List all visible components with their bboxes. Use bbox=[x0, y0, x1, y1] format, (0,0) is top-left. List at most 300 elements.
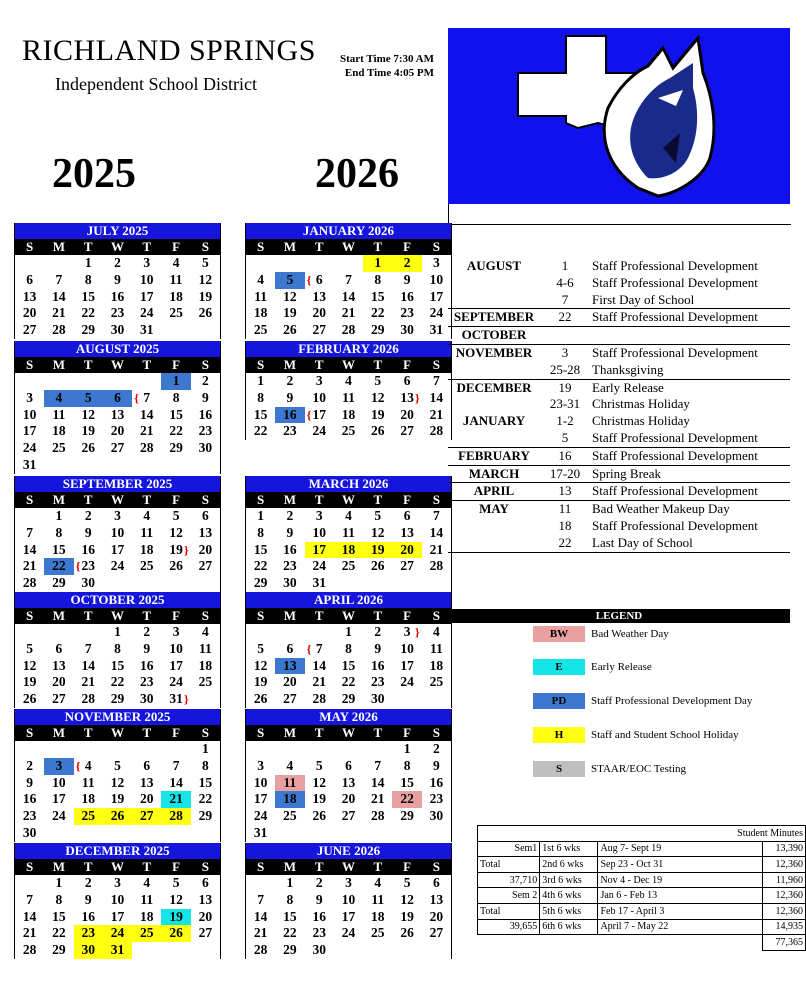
day-cell: 18 bbox=[198, 657, 213, 673]
day-cell: 2 bbox=[114, 255, 121, 270]
day-cell: 25 bbox=[253, 322, 268, 338]
weekday-label: S bbox=[246, 492, 275, 508]
day-cell bbox=[334, 942, 363, 959]
weekday-label: M bbox=[44, 859, 73, 875]
event-text: First Day of School bbox=[592, 291, 695, 307]
day-grid bbox=[246, 255, 451, 339]
day-cell: 22 bbox=[44, 558, 73, 575]
weekday-label: T bbox=[305, 725, 334, 741]
day-grid bbox=[15, 255, 220, 339]
day-cell: 9 bbox=[84, 524, 92, 540]
weekday-label: S bbox=[422, 725, 451, 741]
day-cell: 9 bbox=[201, 389, 209, 405]
minutes-cell: 2nd 6 wks bbox=[540, 857, 598, 873]
day-cell: 1 bbox=[114, 624, 121, 639]
day-cell: 18 bbox=[81, 791, 95, 807]
day-cell: 29 bbox=[283, 942, 297, 958]
day-cell: 4 bbox=[44, 390, 73, 407]
weekday-label: S bbox=[422, 608, 451, 624]
weekday-header-row bbox=[246, 725, 451, 741]
day-cell: 8 bbox=[55, 891, 63, 907]
day-cell: 12 bbox=[400, 891, 414, 907]
event-text bbox=[590, 327, 790, 344]
day-cell: 21 bbox=[253, 925, 268, 941]
legend-swatch: BW bbox=[533, 626, 585, 642]
day-cell: 9 bbox=[432, 757, 440, 773]
weekday-header-row bbox=[15, 859, 220, 875]
day-cell: 6 bbox=[403, 373, 411, 388]
day-cell: 13 bbox=[400, 524, 414, 540]
day-cell bbox=[392, 691, 421, 708]
month-november-2025 bbox=[14, 709, 221, 842]
day-cell: { 17 bbox=[305, 407, 334, 424]
day-cell: 20 bbox=[198, 541, 213, 557]
day-grid bbox=[246, 508, 451, 592]
day-cell: 10 bbox=[341, 891, 356, 907]
day-cell: 22 bbox=[52, 925, 66, 941]
day-cell: 27 bbox=[429, 925, 444, 941]
day-grid bbox=[246, 875, 451, 959]
day-cell: 21 bbox=[161, 791, 190, 808]
weekday-label: S bbox=[15, 608, 44, 624]
day-grid bbox=[15, 875, 220, 959]
weekday-label: T bbox=[363, 239, 392, 255]
event-row bbox=[448, 518, 790, 535]
day-cell: 30 bbox=[429, 808, 444, 824]
day-cell: 26 bbox=[22, 691, 37, 707]
day-cell: 8 bbox=[55, 524, 63, 540]
day-cell: 15 bbox=[52, 541, 66, 557]
weekday-label: F bbox=[392, 859, 421, 875]
month-header: OCTOBER 2025 bbox=[15, 592, 220, 608]
day-cell: 19 bbox=[312, 791, 326, 807]
day-cell: 4 bbox=[345, 508, 352, 523]
weekday-header-row bbox=[15, 357, 220, 373]
day-cell: { 23 bbox=[74, 558, 103, 575]
day-cell: 24 bbox=[52, 808, 66, 824]
day-cell: 1 bbox=[403, 741, 411, 756]
day-cell: 11 bbox=[371, 891, 385, 907]
day-cell: 5 bbox=[257, 640, 265, 656]
day-cell: 8 bbox=[374, 271, 382, 287]
event-text: Staff Professional Development bbox=[592, 429, 758, 445]
day-cell: 11 bbox=[140, 524, 154, 540]
day-cell: 23 bbox=[22, 808, 37, 824]
day-cell bbox=[161, 741, 190, 758]
weekday-label: M bbox=[44, 608, 73, 624]
day-cell bbox=[305, 624, 334, 641]
day-cell: 27 bbox=[312, 322, 326, 338]
day-cell: 16 bbox=[429, 774, 444, 790]
day-cell: 16 bbox=[198, 406, 213, 422]
day-cell: 29 bbox=[371, 322, 385, 338]
event-text: Early Release bbox=[592, 379, 664, 395]
day-cell: 11 bbox=[254, 288, 268, 304]
day-cell: 15 bbox=[341, 657, 356, 673]
day-cell: 23 bbox=[283, 558, 297, 574]
day-grid bbox=[246, 741, 451, 842]
event-month bbox=[448, 396, 540, 413]
day-cell: 6 bbox=[432, 875, 440, 890]
minutes-cell: Nov 4 - Dec 19 bbox=[598, 872, 763, 888]
month-september-2025 bbox=[14, 476, 221, 592]
day-cell: 8 bbox=[172, 389, 180, 405]
day-cell: 7 bbox=[55, 271, 63, 287]
day-cell: 20 bbox=[110, 423, 125, 439]
student-minutes-table bbox=[477, 825, 806, 951]
day-cell: 24 bbox=[400, 674, 414, 690]
day-cell: 2 bbox=[201, 373, 209, 388]
weekday-label: W bbox=[103, 859, 132, 875]
weekday-label: S bbox=[191, 492, 220, 508]
day-cell: 10 bbox=[429, 271, 444, 287]
day-cell: 9 bbox=[143, 640, 151, 656]
day-cell: 12 bbox=[371, 524, 385, 540]
weekday-label: W bbox=[334, 608, 363, 624]
weekday-header-row bbox=[246, 859, 451, 875]
day-cell: 12 bbox=[253, 657, 268, 673]
weekday-label: S bbox=[246, 859, 275, 875]
day-cell bbox=[363, 825, 392, 842]
weekday-label: F bbox=[161, 492, 190, 508]
day-cell: 25 bbox=[429, 674, 444, 690]
day-cell: 13 bbox=[140, 774, 154, 790]
day-cell: 24 bbox=[312, 558, 326, 574]
minutes-empty-cell bbox=[540, 935, 598, 951]
day-cell: 24 bbox=[429, 305, 444, 321]
day-cell: 28 bbox=[52, 322, 66, 338]
minutes-cell: 6th 6 wks bbox=[540, 919, 598, 935]
minutes-cell: 11,960 bbox=[763, 872, 806, 888]
day-cell: 28 bbox=[312, 691, 326, 707]
day-cell bbox=[103, 741, 132, 758]
event-month bbox=[448, 275, 540, 292]
day-cell: 15 bbox=[371, 288, 385, 304]
day-cell: 14 bbox=[429, 389, 444, 405]
day-cell bbox=[275, 741, 304, 758]
day-cell: 9 bbox=[286, 524, 294, 540]
day-cell bbox=[15, 624, 44, 641]
day-cell: 10 bbox=[110, 891, 125, 907]
day-cell: 5 bbox=[315, 757, 323, 773]
weekday-label: S bbox=[422, 357, 451, 373]
day-cell bbox=[305, 825, 334, 842]
day-cell: 22 bbox=[371, 305, 385, 321]
event-month bbox=[448, 430, 540, 447]
district-title: RICHLAND SPRINGS bbox=[22, 34, 316, 67]
month-header: JANUARY 2026 bbox=[246, 223, 451, 239]
weekday-label: T bbox=[305, 859, 334, 875]
day-cell: 19 bbox=[400, 908, 414, 924]
day-cell bbox=[246, 624, 275, 641]
district-subtitle: Independent School District bbox=[55, 74, 257, 94]
day-cell: 17 bbox=[140, 288, 154, 304]
day-cell: 27 bbox=[400, 558, 414, 574]
minutes-cell: Aug 7- Sept 19 bbox=[598, 841, 763, 857]
day-cell: { 4 bbox=[74, 758, 103, 775]
day-cell: 14 bbox=[341, 288, 356, 304]
day-cell bbox=[44, 825, 73, 842]
day-cell: 25 bbox=[371, 925, 385, 941]
day-cell: 15 bbox=[253, 406, 268, 422]
day-cell: 3 bbox=[114, 875, 121, 890]
day-cell: 9 bbox=[26, 774, 34, 790]
day-cell: 1 bbox=[257, 508, 265, 523]
day-cell: 30 bbox=[22, 824, 37, 840]
day-cell: 9 bbox=[315, 891, 323, 907]
day-cell: 22 bbox=[283, 925, 297, 941]
day-cell: 9 bbox=[84, 891, 92, 907]
year-2026: 2026 bbox=[315, 151, 399, 197]
weekday-label: T bbox=[74, 725, 103, 741]
day-cell: 2 bbox=[286, 373, 294, 388]
event-row bbox=[448, 345, 790, 362]
weekday-label: S bbox=[422, 859, 451, 875]
event-row bbox=[448, 258, 790, 275]
day-cell: 27 bbox=[283, 691, 297, 707]
weekday-header-row bbox=[15, 492, 220, 508]
weekday-label: T bbox=[305, 492, 334, 508]
weekday-label: F bbox=[161, 239, 190, 255]
day-cell: 29 bbox=[110, 691, 125, 707]
day-cell bbox=[191, 322, 220, 339]
day-cell: 14 bbox=[429, 524, 444, 540]
day-grid bbox=[15, 624, 220, 708]
day-cell: 18 bbox=[334, 542, 363, 559]
day-cell: 27 bbox=[22, 322, 37, 338]
day-cell: 21 bbox=[371, 791, 385, 807]
day-cell: 31 } bbox=[161, 691, 190, 708]
day-cell bbox=[275, 255, 304, 272]
day-grid bbox=[15, 373, 220, 474]
day-cell: 31 bbox=[22, 456, 37, 472]
day-cell: 30 bbox=[110, 322, 125, 338]
day-cell: 17 bbox=[169, 657, 183, 673]
minutes-row bbox=[478, 903, 806, 919]
event-date: 7 bbox=[561, 291, 569, 307]
day-cell: 7 bbox=[432, 508, 440, 523]
month-header: FEBRUARY 2026 bbox=[246, 341, 451, 357]
minutes-cell: Sep 23 - Oct 31 bbox=[598, 857, 763, 873]
day-cell: 5 bbox=[26, 640, 34, 656]
day-cell: 4 bbox=[432, 624, 440, 639]
day-cell bbox=[422, 825, 451, 842]
day-cell: 29 bbox=[52, 575, 66, 591]
day-cell: 20 bbox=[283, 674, 297, 690]
weekday-label: S bbox=[15, 357, 44, 373]
day-cell: 28 bbox=[22, 575, 37, 591]
event-row bbox=[448, 380, 790, 397]
day-cell bbox=[422, 691, 451, 708]
weekday-label: S bbox=[191, 608, 220, 624]
day-cell: 10 bbox=[400, 640, 414, 656]
day-cell: 18 bbox=[169, 288, 183, 304]
day-cell: 23 bbox=[110, 305, 125, 321]
day-cell: 16 bbox=[22, 791, 37, 807]
day-cell: 20 bbox=[52, 674, 66, 690]
day-cell: 20 bbox=[198, 908, 213, 924]
weekday-header-row bbox=[246, 608, 451, 624]
day-cell: 2 bbox=[286, 508, 294, 523]
day-cell: 8 bbox=[403, 757, 411, 773]
legend-label: Staff Professional Development Day bbox=[591, 695, 753, 707]
day-cell bbox=[161, 457, 190, 474]
day-cell: 14 bbox=[371, 774, 385, 790]
day-cell: 26 bbox=[283, 322, 297, 338]
day-cell: 17 bbox=[110, 541, 125, 557]
day-cell: 13 bbox=[312, 288, 326, 304]
day-cell bbox=[334, 255, 363, 272]
minutes-cell: 12,360 bbox=[763, 903, 806, 919]
day-cell: 20 bbox=[22, 305, 37, 321]
day-cell: 27 bbox=[341, 808, 356, 824]
weekday-label: F bbox=[161, 608, 190, 624]
day-cell: 3 bbox=[345, 875, 352, 890]
event-month: APRIL bbox=[473, 483, 515, 499]
month-header: MARCH 2026 bbox=[246, 476, 451, 492]
month-header: MAY 2026 bbox=[246, 709, 451, 725]
day-cell: 6 bbox=[103, 390, 132, 407]
legend-label: Bad Weather Day bbox=[591, 628, 669, 640]
day-cell: 11 bbox=[140, 891, 154, 907]
day-cell: 3 bbox=[257, 757, 265, 773]
day-cell: 8 bbox=[286, 891, 294, 907]
weekday-label: W bbox=[103, 357, 132, 373]
event-date: 11 bbox=[558, 501, 572, 517]
day-cell: 7 bbox=[374, 757, 382, 773]
day-cell: 29 bbox=[52, 942, 66, 958]
day-cell: 28 bbox=[22, 942, 37, 958]
weekday-header-row bbox=[15, 725, 220, 741]
day-cell bbox=[392, 942, 421, 959]
day-cell bbox=[191, 691, 220, 708]
month-july-2025 bbox=[14, 223, 221, 339]
day-cell bbox=[305, 255, 334, 272]
weekday-label: S bbox=[246, 357, 275, 373]
event-date: 1-2 bbox=[556, 413, 574, 429]
minutes-cell: Total bbox=[478, 903, 540, 919]
event-date: 5 bbox=[561, 429, 569, 445]
day-cell: 22 bbox=[198, 791, 213, 807]
day-cell: 5 bbox=[374, 508, 382, 523]
day-cell: 14 bbox=[52, 288, 66, 304]
day-cell: 23 bbox=[198, 423, 213, 439]
day-cell: 31 bbox=[429, 322, 444, 338]
event-month bbox=[448, 292, 540, 309]
day-cell: 7 bbox=[84, 640, 92, 656]
day-cell: 15 bbox=[52, 908, 66, 924]
event-row bbox=[448, 292, 790, 310]
day-cell: 28 bbox=[81, 691, 95, 707]
day-cell: 26 bbox=[198, 305, 213, 321]
day-cell: 26 bbox=[169, 558, 183, 574]
day-cell: 4 bbox=[143, 875, 151, 890]
day-cell: 18 bbox=[140, 541, 154, 557]
day-cell: 1 bbox=[363, 255, 392, 272]
day-cell bbox=[74, 825, 103, 842]
weekday-label: S bbox=[246, 608, 275, 624]
weekday-label: M bbox=[44, 725, 73, 741]
event-row bbox=[448, 535, 790, 553]
day-cell: 8 bbox=[257, 389, 265, 405]
weekday-label: F bbox=[161, 357, 190, 373]
weekday-label: T bbox=[305, 239, 334, 255]
day-cell: 19 bbox=[283, 305, 297, 321]
minutes-row bbox=[478, 919, 806, 935]
day-cell bbox=[44, 741, 73, 758]
weekday-label: T bbox=[363, 357, 392, 373]
event-date bbox=[540, 327, 590, 344]
legend-label: Early Release bbox=[591, 661, 652, 673]
day-cell: 28 bbox=[371, 808, 385, 824]
day-cell: 5 bbox=[275, 272, 304, 289]
day-cell: 23 bbox=[74, 925, 103, 942]
day-cell: 24 bbox=[341, 925, 356, 941]
day-cell bbox=[103, 457, 132, 474]
event-row bbox=[448, 448, 790, 466]
day-cell: 17 bbox=[110, 908, 125, 924]
weekday-label: T bbox=[74, 608, 103, 624]
event-row bbox=[448, 327, 790, 345]
event-month: DECEMBER bbox=[456, 379, 532, 395]
month-header: AUGUST 2025 bbox=[15, 341, 220, 357]
mascot-logo-panel bbox=[448, 28, 790, 204]
coyote-mascot-icon bbox=[448, 28, 790, 204]
weekday-label: T bbox=[305, 357, 334, 373]
day-cell bbox=[363, 942, 392, 959]
day-cell bbox=[132, 825, 161, 842]
day-cell: 17 bbox=[429, 288, 444, 304]
day-cell: 25 bbox=[341, 558, 356, 574]
day-cell: 12 bbox=[81, 406, 95, 422]
day-cell: 7 bbox=[257, 891, 265, 907]
month-header: JUNE 2026 bbox=[246, 843, 451, 859]
day-cell: 15 bbox=[283, 908, 297, 924]
day-cell: 19 bbox=[110, 791, 125, 807]
weekday-label: M bbox=[44, 492, 73, 508]
weekday-label: S bbox=[15, 492, 44, 508]
weekday-label: W bbox=[103, 492, 132, 508]
day-cell: 14 bbox=[140, 406, 154, 422]
day-cell: 16 bbox=[371, 657, 385, 673]
minutes-cell: Feb 17 - April 3 bbox=[598, 903, 763, 919]
legend-swatch: PD bbox=[533, 693, 585, 709]
day-cell: 16 bbox=[140, 657, 154, 673]
day-cell: 11 bbox=[342, 524, 355, 540]
event-row bbox=[448, 430, 790, 448]
legend-swatch: H bbox=[533, 727, 585, 743]
day-cell: 12 bbox=[371, 389, 385, 405]
weekday-label: M bbox=[275, 859, 304, 875]
day-cell: 16 bbox=[81, 541, 95, 557]
day-cell: 21 bbox=[341, 305, 356, 321]
legend-swatch: E bbox=[533, 659, 585, 675]
day-cell: 24 bbox=[169, 674, 183, 690]
day-cell: 21 bbox=[429, 406, 444, 422]
day-cell: 8 bbox=[84, 271, 92, 287]
weekday-label: S bbox=[191, 357, 220, 373]
day-cell: 5 bbox=[374, 373, 382, 388]
day-cell: 25 bbox=[52, 440, 66, 456]
day-cell: 20 bbox=[400, 406, 414, 422]
day-cell: 25 bbox=[132, 925, 161, 942]
day-cell bbox=[363, 741, 392, 758]
month-august-2025 bbox=[14, 341, 221, 474]
month-header: JULY 2025 bbox=[15, 223, 220, 239]
weekday-label: T bbox=[74, 239, 103, 255]
minutes-cell: 39,655 bbox=[478, 919, 540, 935]
day-cell: 2 bbox=[315, 875, 323, 890]
